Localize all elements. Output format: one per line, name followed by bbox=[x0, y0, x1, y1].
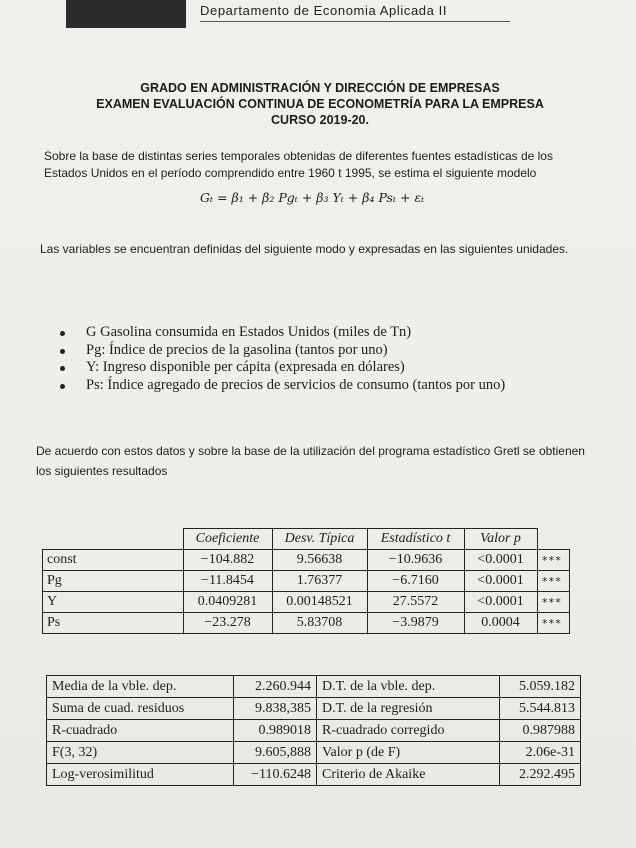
exam-titles bbox=[60, 80, 580, 128]
stat-label: Valor p (de F) bbox=[317, 742, 500, 764]
table-row bbox=[43, 571, 570, 592]
stat-value: 2.260.944 bbox=[234, 676, 317, 698]
row-name: const bbox=[43, 550, 184, 571]
row-se: 5.83708 bbox=[272, 613, 367, 634]
department-name: Departamento de Economia Aplicada II bbox=[200, 3, 510, 22]
row-coef: −23.278 bbox=[183, 613, 272, 634]
row-name: Ps bbox=[43, 613, 184, 634]
results-intro-paragraph: De acuerdo con estos datos y sobre la base de la utilización del programa estadístico Gretl se obtienen los siguientes resultados bbox=[36, 444, 585, 478]
stat-label: D.T. de la regresión bbox=[317, 698, 500, 720]
variables-list bbox=[60, 324, 505, 394]
title-line-1: GRADO EN ADMINISTRACIÓN Y DIRECCIÓN DE EMPRESAS bbox=[140, 81, 500, 95]
table-row bbox=[47, 764, 581, 786]
header-empty bbox=[43, 529, 184, 550]
row-se: 1.76377 bbox=[272, 571, 367, 592]
header-dark-block bbox=[66, 0, 186, 28]
variable-item: Ps: Índice agregado de precios de servicios de consumo (tantos por uno) bbox=[60, 377, 505, 395]
row-stars: *** bbox=[537, 550, 570, 571]
stat-label: Log-verosimilitud bbox=[47, 764, 234, 786]
coefficients-table bbox=[42, 528, 570, 634]
table-row bbox=[47, 720, 581, 742]
table-row bbox=[43, 613, 570, 634]
stat-value: 5.544.813 bbox=[500, 698, 581, 720]
row-stars: *** bbox=[537, 571, 570, 592]
header-se: Desv. Típica bbox=[272, 529, 367, 550]
row-t: −3.9879 bbox=[367, 613, 464, 634]
statistics-table bbox=[46, 675, 581, 786]
stat-value: 0.989018 bbox=[234, 720, 317, 742]
variables-intro-paragraph: Las variables se encuentran definidas del siguiente modo y expresadas en las siguientes unidades. bbox=[40, 242, 569, 256]
row-name: Y bbox=[43, 592, 184, 613]
table-header-row bbox=[43, 529, 570, 550]
row-p: <0.0001 bbox=[464, 592, 537, 613]
variable-item: Y: Ingreso disponible per cápita (expresada en dólares) bbox=[60, 359, 505, 377]
row-stars: *** bbox=[537, 613, 570, 634]
table-row bbox=[43, 550, 570, 571]
stat-value: 2.06e-31 bbox=[500, 742, 581, 764]
intro-paragraph: Sobre la base de distintas series temporales obtenidas de diferentes fuentes estadísticas de los Estados Unidos en el período comprendido entre 1960 t 1995, se estima el siguiente modelo bbox=[44, 149, 553, 180]
table-row bbox=[43, 592, 570, 613]
row-name: Pg bbox=[43, 571, 184, 592]
row-se: 0.00148521 bbox=[272, 592, 367, 613]
stat-label: F(3, 32) bbox=[47, 742, 234, 764]
header-p: Valor p bbox=[464, 529, 537, 550]
stat-label: D.T. de la vble. dep. bbox=[317, 676, 500, 698]
row-t: 27.5572 bbox=[367, 592, 464, 613]
variable-item: Pg: Índice de precios de la gasolina (tantos por uno) bbox=[60, 342, 505, 360]
row-coef: 0.0409281 bbox=[183, 592, 272, 613]
table-row bbox=[47, 698, 581, 720]
stat-value: 0.987988 bbox=[500, 720, 581, 742]
stat-value: 5.059.182 bbox=[500, 676, 581, 698]
header-t: Estadístico t bbox=[367, 529, 464, 550]
variable-item: G Gasolina consumida en Estados Unidos (miles de Tn) bbox=[60, 324, 505, 342]
row-coef: −11.8454 bbox=[183, 571, 272, 592]
row-stars: *** bbox=[537, 592, 570, 613]
stat-value: 2.292.495 bbox=[500, 764, 581, 786]
stat-label: R-cuadrado corregido bbox=[317, 720, 500, 742]
stat-label: Suma de cuad. residuos bbox=[47, 698, 234, 720]
stat-label: Criterio de Akaike bbox=[317, 764, 500, 786]
stat-label: R-cuadrado bbox=[47, 720, 234, 742]
row-p: 0.0004 bbox=[464, 613, 537, 634]
header-stars-empty bbox=[537, 529, 570, 550]
table-row bbox=[47, 742, 581, 764]
stat-label: Media de la vble. dep. bbox=[47, 676, 234, 698]
title-line-2: EXAMEN EVALUACIÓN CONTINUA DE ECONOMETRÍA PARA LA EMPRESA bbox=[96, 97, 544, 111]
title-line-3: CURSO 2019-20. bbox=[271, 113, 369, 127]
stat-value: 9.605,888 bbox=[234, 742, 317, 764]
model-equation: Gₜ = β₁ + β₂ Pgₜ + β₃ Yₜ + β₄ Psₜ + εₜ bbox=[200, 190, 425, 205]
stat-value: −110.6248 bbox=[234, 764, 317, 786]
row-se: 9.56638 bbox=[272, 550, 367, 571]
row-p: <0.0001 bbox=[464, 571, 537, 592]
table-row bbox=[47, 676, 581, 698]
stat-value: 9.838,385 bbox=[234, 698, 317, 720]
header-coef: Coeficiente bbox=[183, 529, 272, 550]
row-t: −10.9636 bbox=[367, 550, 464, 571]
row-p: <0.0001 bbox=[464, 550, 537, 571]
row-coef: −104.882 bbox=[183, 550, 272, 571]
row-t: −6.7160 bbox=[367, 571, 464, 592]
